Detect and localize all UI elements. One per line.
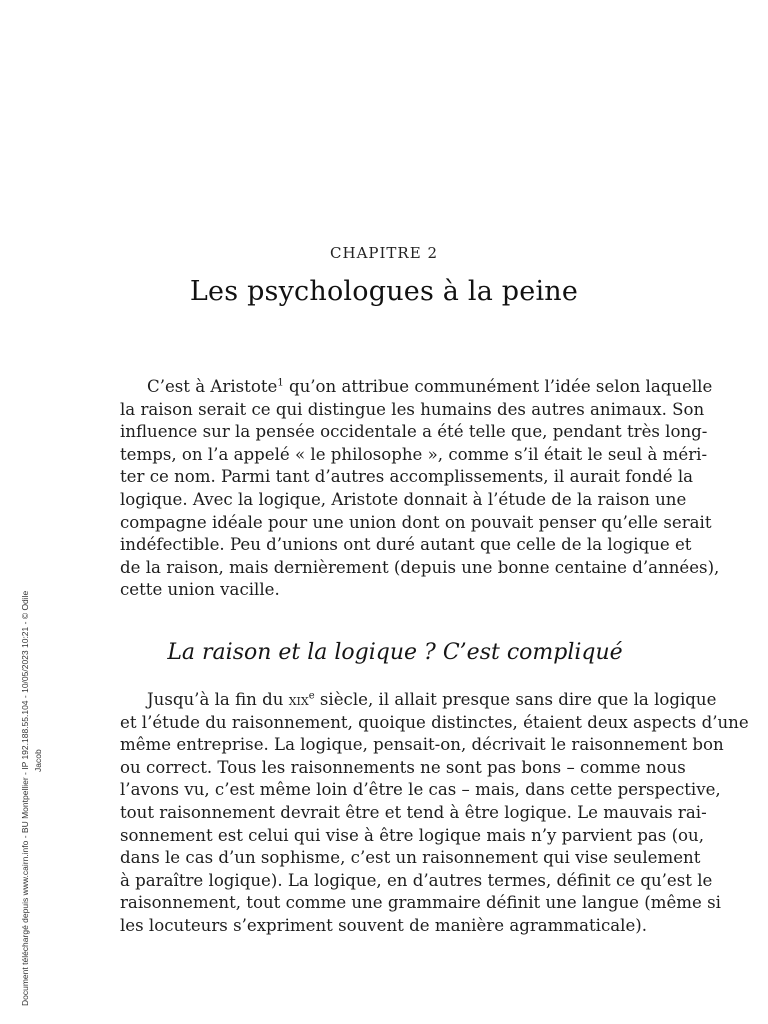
paragraph-line: cette union vacille. [120, 580, 280, 600]
download-watermark [0, 0, 60, 1024]
century-numeral: xix [288, 691, 309, 709]
watermark-text: Document téléchargé depuis www.cairn.info - BU Montpellier - IP 192.188.55.104 - 10/05/2023 10:21 - © Odile [20, 590, 30, 1006]
paragraph-line [120, 376, 713, 399]
paragraph-line: l’avons vu, c’est même loin d’être le cas – mais, dans cette perspective, [120, 780, 721, 800]
text-segment: qu’on attribue communément l’idée selon laquelle [283, 377, 713, 396]
paragraph-line: compagne idéale pour une union dont on pouvait penser qu’elle serait [120, 512, 712, 532]
text-segment: Jusqu’à la fin du [147, 690, 289, 709]
chapter-title: Les psychologues à la peine [189, 276, 579, 307]
paragraph-line: dans le cas d’un sophisme, c’est un raisonnement qui vise seulement [120, 848, 701, 868]
paragraph-line: indéfectible. Peu d’unions ont duré autant que celle de la logique et [120, 535, 692, 555]
text-segment: C’est à Aristote [147, 377, 278, 396]
superscript: e [308, 690, 315, 702]
paragraph-line: et l’étude du raisonnement, quoique distinctes, étaient deux aspects d’une [120, 712, 749, 732]
paragraph-line: temps, on l’a appelé « le philosophe », comme s’il était le seul à méri- [120, 444, 708, 464]
paragraph-line: logique. Avec la logique, Aristote donnait à l’étude de la raison une [120, 489, 687, 509]
paragraph-line: à paraître logique). La logique, en d’autres termes, définit ce qu’est le [120, 870, 713, 890]
paragraph-line: même entreprise. La logique, pensait-on, décrivait le raisonnement bon [120, 735, 724, 755]
chapter-label: CHAPITRE 2 [330, 244, 438, 262]
paragraph-line: raisonnement, tout comme une grammaire définit une langue (même si [120, 893, 721, 913]
paragraph-line: ou correct. Tous les raisonnements ne sont pas bons – comme nous [120, 757, 686, 777]
paragraph-line: sonnement est celui qui vise à être logique mais n’y parvient pas (ou, [120, 825, 704, 845]
paragraph-line: ter ce nom. Parmi tant d’autres accomplissements, il aurait fondé la [120, 467, 694, 487]
paragraph-line: les locuteurs s’expriment souvent de manière agrammaticale). [120, 915, 648, 935]
paragraph-line: influence sur la pensée occidentale a été telle que, pendant très long- [120, 422, 708, 442]
text-segment: siècle, il allait presque sans dire que la logique [314, 690, 717, 709]
paragraph-intro [120, 376, 720, 602]
footnote-marker[interactable]: 1 [277, 377, 284, 389]
paragraph-logic [120, 689, 749, 938]
section-heading: La raison et la logique ? C’est compliqué [167, 640, 623, 665]
paragraph-line: la raison serait ce qui distingue les humains des autres animaux. Son [120, 399, 705, 419]
paragraph-line [120, 689, 717, 712]
watermark-text-publisher: Jacob [33, 749, 43, 772]
paragraph-line: tout raisonnement devrait être et tend à être logique. Le mauvais rai- [120, 802, 707, 822]
paragraph-line: de la raison, mais dernièrement (depuis une bonne centaine d’années), [120, 557, 720, 577]
